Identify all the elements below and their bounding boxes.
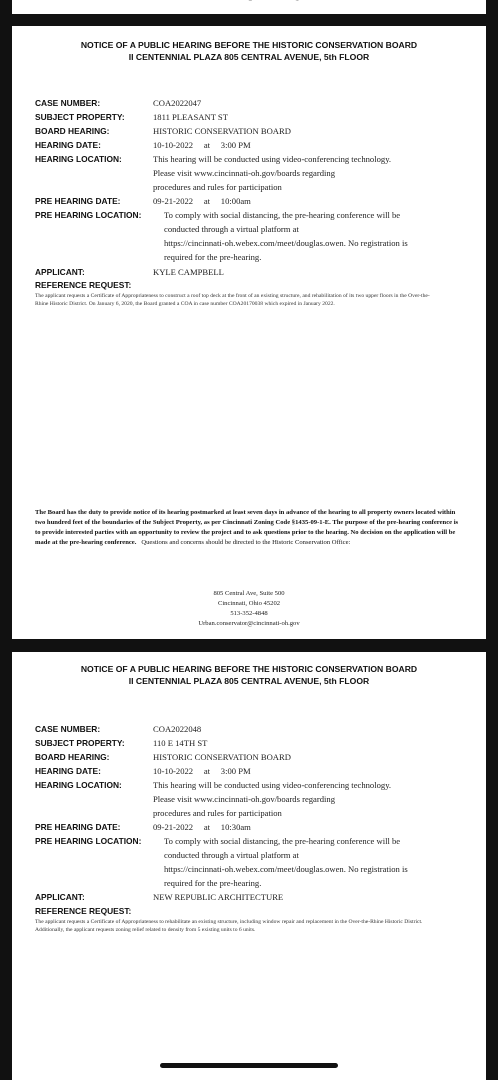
pre-hearing-location-label: PRE HEARING LOCATION: [35, 836, 142, 846]
pre-hearing-location-line: https://cincinnati-oh.webex.com/meet/douglas.owen. No registration is [164, 864, 408, 874]
previous-page-fragment [12, 0, 486, 14]
board-duty-bold: The Board has the duty to provide notice of its hearing postmarked at least seven days in advance of the hearing to all property owners located within two hundred feet of the boundaries of the Subject Property, as per Cincinnati Zoning Code §1435-09-1-E. The purpose of the pre-hearing conference is to provide interested parties with an opportunity to review the project and to ask questions prior to the hearing. No decision on the application will be made at the pre-hearing conference. [35, 509, 459, 546]
pre-hearing-location-line: conducted through a virtual platform at [164, 850, 299, 860]
board-hearing-label: BOARD HEARING: [35, 752, 110, 762]
hearing-date-value: 10-10-2022 at 3:00 PM [153, 766, 251, 776]
address-line: Cincinnati, Ohio 45202 [217, 600, 281, 607]
notice-title: NOTICE OF A PUBLIC HEARING BEFORE THE HISTORIC CONSERVATION BOARD [80, 664, 418, 674]
pre-hearing-date-value: 09-21-2022 at 10:00am [153, 196, 251, 206]
hearing-date-value: 10-10-2022 at 3:00 PM [153, 140, 251, 150]
board-hearing-value: HISTORIC CONSERVATION BOARD [153, 752, 291, 762]
subject-property-value: 1811 PLEASANT ST [153, 112, 228, 122]
email-address: Urban.conservator@cincinnati-oh.gov [198, 620, 300, 627]
pre-hearing-location-line: conducted through a virtual platform at [164, 224, 299, 234]
subject-property-value: 110 E 14TH ST [153, 738, 208, 748]
applicant-value: KYLE CAMPBELL [153, 267, 224, 277]
reference-request-label: REFERENCE REQUEST: [35, 906, 132, 916]
case-number-label: CASE NUMBER: [35, 98, 101, 108]
board-hearing-label: BOARD HEARING: [35, 126, 110, 136]
reference-request-label: REFERENCE REQUEST: [35, 280, 132, 290]
address-line: 805 Central Ave, Suite 500 [213, 590, 285, 597]
case-number-value: COA2022047 [153, 98, 202, 108]
hearing-location-line: procedures and rules for participation [153, 182, 282, 192]
case-number-value: COA2022048 [153, 724, 202, 734]
hearing-location-line: This hearing will be conducted using video-conferencing technology. [153, 154, 392, 164]
notice-subtitle: II CENTENNIAL PLAZA 805 CENTRAL AVENUE, 5th FLOOR [128, 676, 370, 686]
reference-request-text: The applicant requests a Certificate of Appropriateness to construct a roof top deck at the front of an existing structure, and rehabilitation of its two upper floors in the Over-the-Rhine Historic District. On January 6, 2020, the Board granted a COA in case number COA20170038 which expired in January 2022. [35, 293, 430, 307]
board-duty-contact: Questions and concerns should be directed to the Historic Conservation Office: [141, 539, 351, 546]
notice-title: NOTICE OF A PUBLIC HEARING BEFORE THE HISTORIC CONSERVATION BOARD [80, 40, 418, 50]
hearing-location-line: Please visit www.cincinnati-oh.gov/boards regarding [153, 168, 336, 178]
hearing-location-line: This hearing will be conducted using video-conferencing technology. [153, 780, 392, 790]
pre-hearing-location-line: required for the pre-hearing. [164, 252, 262, 262]
applicant-value: NEW REPUBLIC ARCHITECTURE [153, 892, 284, 902]
hearing-location-line: procedures and rules for participation [153, 808, 282, 818]
hearing-date-label: HEARING DATE: [35, 766, 101, 776]
notice-page-2 [12, 652, 486, 1080]
pre-hearing-location-line: To comply with social distancing, the pre-hearing conference will be [164, 836, 401, 846]
notice-page-1 [12, 26, 486, 639]
previous-page-email [12, 0, 486, 1]
home-indicator [160, 1063, 338, 1068]
hearing-location-line: Please visit www.cincinnati-oh.gov/boards regarding [153, 794, 336, 804]
hearing-location-label: HEARING LOCATION: [35, 780, 122, 790]
hearing-location-label: HEARING LOCATION: [35, 154, 122, 164]
reference-request-text: The applicant requests a Certificate of Appropriateness to rehabilitate an existing structure, including window repair and replacement in the Over-the-Rhine Historic District. Additionally, the applicant requests zoning relief related to density from 5 existing units to 6 units. [35, 919, 423, 933]
pre-hearing-location-line: To comply with social distancing, the pre-hearing conference will be [164, 210, 401, 220]
applicant-label: APPLICANT: [35, 892, 85, 902]
pre-hearing-date-value: 09-21-2022 at 10:30am [153, 822, 251, 832]
subject-property-label: SUBJECT PROPERTY: [35, 738, 125, 748]
pre-hearing-date-label: PRE HEARING DATE: [35, 822, 121, 832]
board-hearing-value: HISTORIC CONSERVATION BOARD [153, 126, 291, 136]
board-duty-notice [35, 508, 465, 548]
pre-hearing-date-label: PRE HEARING DATE: [35, 196, 121, 206]
applicant-label: APPLICANT: [35, 267, 85, 277]
subject-property-label: SUBJECT PROPERTY: [35, 112, 125, 122]
case-number-label: CASE NUMBER: [35, 724, 101, 734]
pre-hearing-location-line: https://cincinnati-oh.webex.com/meet/douglas.owen. No registration is [164, 238, 408, 248]
pre-hearing-location-label: PRE HEARING LOCATION: [35, 210, 142, 220]
phone-number: 513-352-4848 [230, 610, 268, 617]
pre-hearing-location-line: required for the pre-hearing. [164, 878, 262, 888]
notice-subtitle: II CENTENNIAL PLAZA 805 CENTRAL AVENUE, 5th FLOOR [128, 52, 370, 62]
hearing-date-label: HEARING DATE: [35, 140, 101, 150]
